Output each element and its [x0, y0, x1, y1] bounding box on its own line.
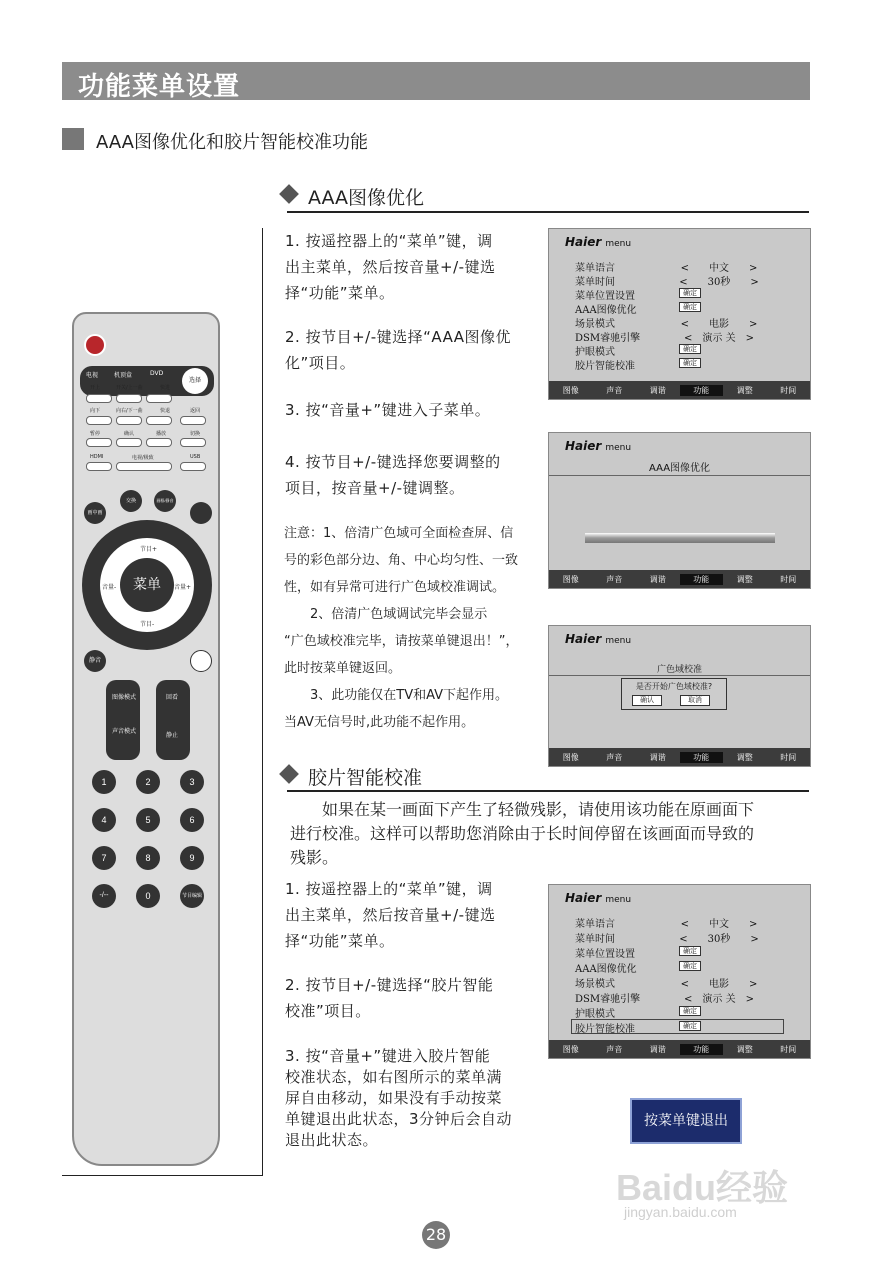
sub1-rule	[287, 211, 809, 213]
digit-toggle-key[interactable]: -/--	[92, 884, 116, 908]
page-number: 28	[422, 1221, 450, 1249]
pip-button[interactable]: 画中画	[84, 502, 106, 524]
num-key-2[interactable]: 2	[136, 770, 160, 794]
tv-tab-bar: 图像 声音 调谐 功能 调整 时间	[549, 381, 810, 399]
section-title: AAA图像优化和胶片智能校准功能	[96, 132, 368, 153]
num-key-4[interactable]: 4	[92, 808, 116, 832]
sound-mode-button[interactable]: 声音模式	[112, 728, 137, 735]
film-calibration-row-selected[interactable]: 胶片智能校准 确定	[571, 1019, 784, 1034]
remote-key[interactable]	[116, 416, 142, 425]
select-button[interactable]: 选择	[182, 368, 208, 394]
sub1-step-1: 1. 按遥控器上的“菜单”键，调 出主菜单，然后按音量+/-键选 择“功能”菜单。	[285, 232, 496, 302]
remote-key[interactable]	[86, 462, 112, 471]
num-key-9[interactable]: 9	[180, 846, 204, 870]
gamut-dialog: 是否开始广色域校准? 确认 取消	[621, 678, 727, 710]
num-key-0[interactable]: 0	[136, 884, 160, 908]
haier-logo: Haier menu	[565, 235, 632, 249]
remote-key[interactable]	[116, 394, 142, 403]
sub2-rule	[287, 790, 809, 792]
power-icon[interactable]	[84, 334, 106, 356]
mute-button[interactable]: 静音	[84, 650, 106, 672]
remote-key[interactable]	[190, 502, 212, 524]
sub2-title: 胶片智能校准	[308, 767, 423, 789]
remote-key[interactable]	[86, 394, 112, 403]
column-divider	[262, 228, 263, 1176]
sub2-step-3: 3. 按“音量+”键进入胶片智能 校准状态，如右图所示的菜单满 屏自由移动，如果没有手动按菜 单键退出此状态，3分钟后会自动 退出此状态。	[285, 1047, 513, 1149]
program-edit-key[interactable]: 节目编辑	[180, 884, 204, 908]
sub2-step-1: 1. 按遥控器上的“菜单”键，调 出主菜单，然后按音量+/-键选 择“功能”菜单。	[285, 880, 496, 950]
num-key-3[interactable]: 3	[180, 770, 204, 794]
lightbulb-icon[interactable]	[190, 650, 212, 672]
sub1-note: 注意：1、倍清广色域可全面检查屏、信 号的彩色部分边、角、中心均匀性、一致 性，如有异常可进行广色域校准调试。 2、倍清广色域调试完毕会显示 “广色域校准完毕，请按菜单键退出！”， 此时按菜单键返回。 3、此功能仅在TV和AV下起作用。 当AV无信号时,此功能不起作用。	[284, 526, 519, 730]
aaa-screen-title: AAA图像优化	[648, 463, 711, 474]
page-header-banner	[62, 62, 810, 100]
aaa-progress-bar	[585, 533, 775, 543]
tv-menu-screen-1: Haier menu 菜单语言 < 中文 > 菜单时间 < 30秒 > 菜单位置设置 确定 AAA图像优化 确定 场景模式 < 电影 > DSM睿驰引擎 < 演示 关 > 护眼模式 确定 胶片智能校准 确定 图像 声音 调谐 功能 调整 时间	[548, 228, 811, 400]
tv-menu-screen-4: Haier menu 菜单语言 < 中文 > 菜单时间 < 30秒 > 菜单位置设置 确定 AAA图像优化 确定 场景模式 < 电影 > DSM睿驰引擎 < 演示 关 > 护眼模式 确定 胶片智能校准 确定 图像 声音 调谐 功能 调整 时间	[548, 884, 811, 1059]
tv-menu-screen-3: Haier menu 广色域校准 是否开始广色域校准? 确认 取消 图像 声音 调谐 功能 调整 时间	[548, 625, 811, 767]
watermark: Baidu经验	[616, 1167, 789, 1208]
remote-key[interactable]	[146, 438, 172, 447]
gamut-cancel-button[interactable]: 取消	[680, 695, 710, 706]
remote-control: 电视 机顶盒 DVD 选择 开上 开关/上一曲 快进 向下 向右/下一曲 快退 返回 暂停 确认 播放 切换 HDMI 电视/极致 USB 画中画 交换 画框/静音 菜单 节目+ 节目- 音量- 音量+ 静音 图像模式 声音模式 回看 静止 1 2 3 4 5 6 7 8 9 -/-- 0 节目编辑	[72, 312, 220, 1166]
freeze-button[interactable]: 静止	[166, 732, 179, 739]
exit-menu-button[interactable]: 按菜单键退出	[630, 1098, 742, 1144]
remote-key[interactable]	[180, 462, 206, 471]
swap-button[interactable]: 交换	[120, 490, 142, 512]
remote-key[interactable]	[180, 438, 206, 447]
replay-button[interactable]: 回看	[166, 694, 179, 701]
num-key-6[interactable]: 6	[180, 808, 204, 832]
section-marker	[62, 128, 84, 150]
diamond-bullet-icon	[279, 764, 299, 784]
sub2-step-2: 2. 按节目+/-键选择“胶片智能 校准”项目。	[285, 976, 494, 1020]
num-key-1[interactable]: 1	[92, 770, 116, 794]
sub1-title: AAA图像优化	[308, 187, 425, 209]
sub1-step-2: 2. 按节目+/-键选择“AAA图像优 化”项目。	[285, 328, 512, 372]
remote-key[interactable]	[86, 416, 112, 425]
remote-key[interactable]	[116, 462, 172, 471]
remote-key[interactable]	[116, 438, 142, 447]
num-key-8[interactable]: 8	[136, 846, 160, 870]
remote-key[interactable]	[86, 438, 112, 447]
sub2-intro: 如果在某一画面下产生了轻微残影，请使用该功能在原画面下 进行校准。这样可以帮助您消除由于长时间停留在该画面而导致的 残影。	[290, 800, 755, 867]
diamond-bullet-icon	[279, 184, 299, 204]
remote-key[interactable]	[146, 416, 172, 425]
page-header-title: 功能菜单设置	[78, 72, 241, 102]
watermark-url: jingyan.baidu.com	[624, 1204, 737, 1220]
gamut-ok-button[interactable]: 确认	[632, 695, 662, 706]
tv-menu-screen-2: Haier menu AAA图像优化 图像 声音 调谐 功能 调整 时间	[548, 432, 811, 589]
column-divider-bottom	[62, 1175, 262, 1176]
frame-button[interactable]: 画框/静音	[154, 490, 176, 512]
remote-key[interactable]	[180, 416, 206, 425]
sub1-step-3: 3. 按“音量+”键进入子菜单。	[285, 401, 491, 419]
picture-mode-button[interactable]: 图像模式	[112, 694, 137, 701]
sub1-step-4: 4. 按节目+/-键选择您要调整的 项目，按音量+/-键调整。	[285, 453, 501, 497]
gamut-dialog-title: 广色域校准	[656, 665, 702, 675]
num-key-5[interactable]: 5	[136, 808, 160, 832]
num-key-7[interactable]: 7	[92, 846, 116, 870]
remote-key[interactable]	[146, 394, 172, 403]
menu-center-button[interactable]: 菜单	[120, 558, 174, 612]
